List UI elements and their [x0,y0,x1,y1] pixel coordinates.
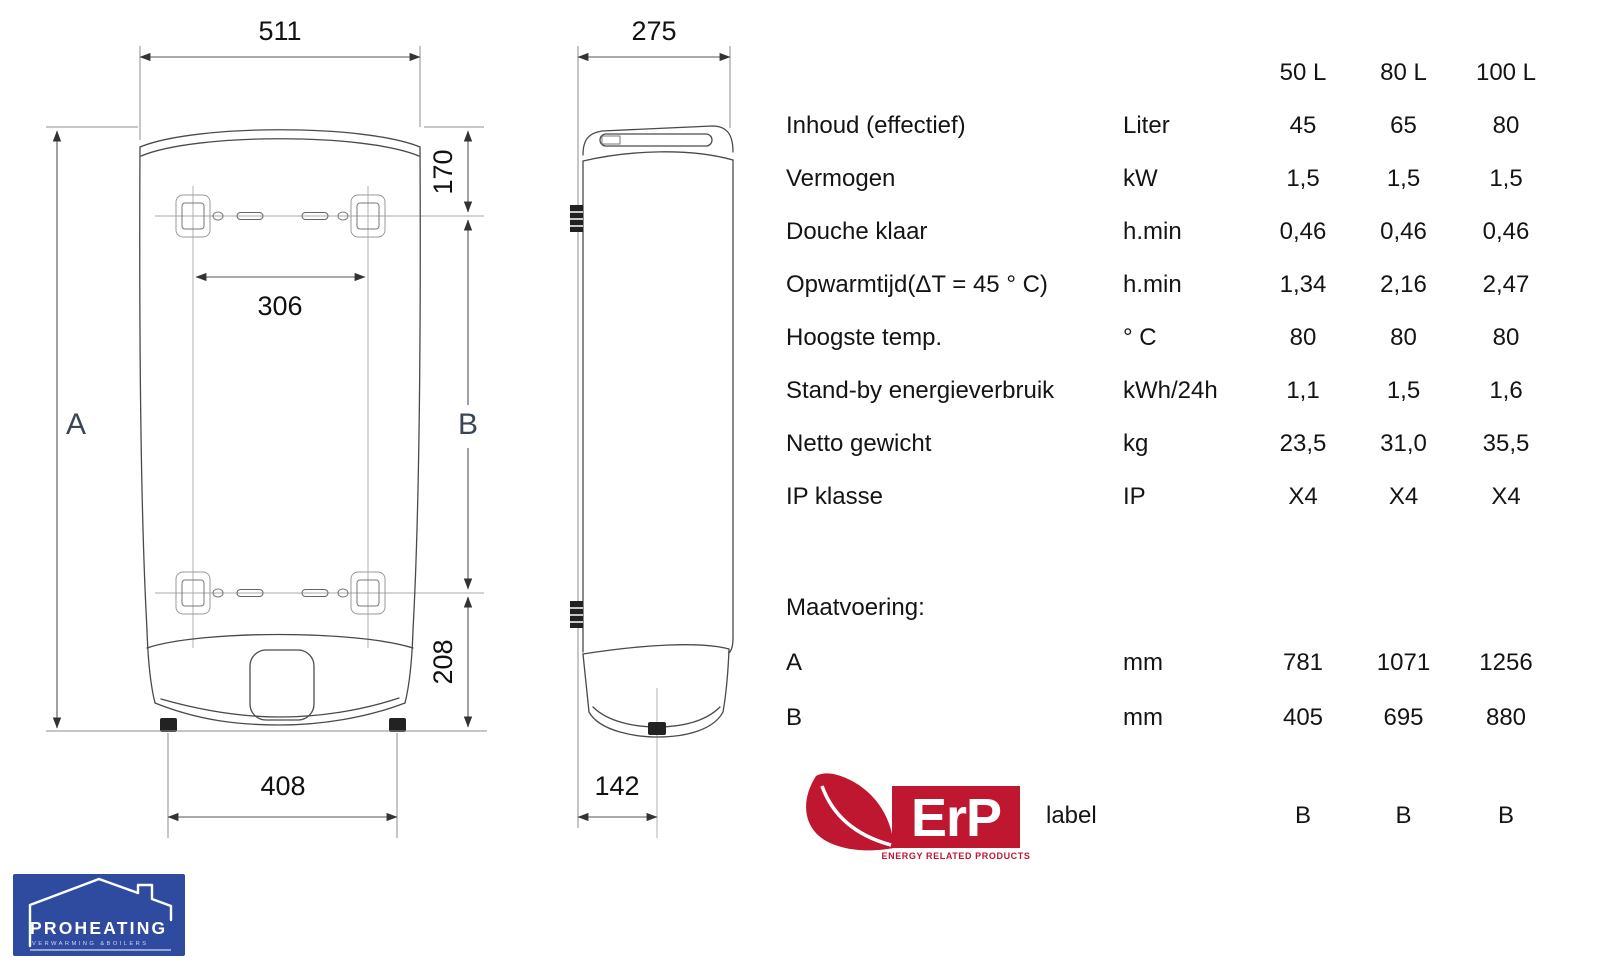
dimensions-title: Maatvoering: [786,593,925,621]
column-header-100l: 100 L [1475,58,1537,86]
right-foot [389,718,406,732]
side-view-drawing [520,0,820,860]
dim-depth-value: 275 [631,16,677,46]
spec-label: IP klasse [786,482,883,510]
erp-leaf-icon [806,773,894,850]
dim-width-511 [140,16,420,140]
spec-value: 1,1 [1286,376,1320,404]
spec-value: X4 [1491,482,1521,510]
spec-row-opwarmtijd [786,258,1558,311]
dimensions-title-row [786,580,1558,635]
spec-value: 1,5 [1489,164,1523,192]
spec-unit: ° C [1123,323,1157,351]
proheating-tagline: VERWARMING &BOILERS [32,941,149,947]
spec-row-standby [786,364,1558,417]
erp-label-value: B [1294,801,1311,829]
spec-value: 0,46 [1380,217,1427,245]
dimension-unit: mm [1123,648,1163,676]
spec-value: 45 [1289,111,1317,139]
dim-bracket-height-B [458,220,478,589]
dim-feet-spacing-408 [168,733,397,838]
spec-value: 31,0 [1380,429,1427,457]
dim-width-value: 511 [258,16,302,46]
spec-value: 80 [1492,111,1520,139]
spec-label: Stand-by energieverbruik [786,376,1055,404]
spec-value: 80 [1390,323,1417,351]
spec-value: 1,5 [1386,164,1421,192]
top-detail [602,136,620,144]
erp-label-value: B [1497,801,1514,829]
column-header-80l: 80 L [1380,58,1427,86]
spec-unit: h.min [1123,217,1182,245]
dimension-label: A [786,648,803,676]
erp-logo [792,750,1032,865]
dimension-value: 880 [1485,703,1527,731]
spec-row-ip-klasse [786,470,1558,523]
spec-label: Opwarmtijd(ΔT = 45 ° C) [786,270,1048,298]
erp-label-value: B [1395,801,1412,829]
spec-label: Vermogen [786,164,896,192]
spec-value: 2,16 [1380,270,1427,298]
spec-value: 1,5 [1386,376,1421,404]
spec-unit: kWh/24h [1123,376,1218,404]
spec-value: 1,6 [1489,376,1523,404]
proheating-logo [13,874,185,956]
spec-row-hoogste-temp [786,311,1558,364]
spec-row-netto-gewicht [786,417,1558,470]
spec-value: 0,46 [1279,217,1327,245]
spec-unit: Liter [1123,111,1170,139]
dimension-value: 1071 [1376,648,1431,676]
spec-unit: h.min [1123,270,1182,298]
dimensions-section [786,580,1558,745]
dimensions-row-a [786,635,1558,690]
dimension-unit: mm [1123,703,1163,731]
column-header-50l: 50 L [1279,58,1327,86]
spec-value: 1,34 [1279,270,1327,298]
spec-value: 23,5 [1279,429,1327,457]
dim-bottom-offset-value: 208 [428,639,458,685]
spec-value: 80 [1492,323,1520,351]
erp-wordmark: ErP [910,788,1002,848]
control-panel [250,650,314,720]
dim-bracket-spacing-value: 306 [257,291,303,321]
dimension-value: 781 [1282,648,1324,676]
spec-table [786,46,1558,523]
proheating-wordmark: PROHEATING [30,918,168,938]
mounting-brackets [176,195,385,614]
dim-top-offset-170 [424,127,484,212]
left-foot [160,718,177,732]
spec-unit: IP [1123,482,1146,510]
side-wall-brackets [570,205,583,628]
dimension-label: B [786,703,803,731]
dim-height-letter: A [66,408,87,441]
dim-depth-275 [578,16,730,57]
dim-feet-spacing-value: 408 [260,771,306,801]
spec-value: 80 [1289,323,1317,351]
spec-row-vermogen [786,152,1558,205]
dim-bottom-offset-208 [428,597,468,727]
spec-row-inhoud [786,99,1558,152]
spec-value: 0,46 [1482,217,1530,245]
spec-value: 2,47 [1482,270,1530,298]
spec-unit: kW [1123,164,1158,192]
dimensions-row-b [786,690,1558,745]
boiler-side-outline [583,126,733,737]
side-foot [648,722,666,735]
erp-label-caption: label [1046,801,1097,829]
dimension-value: 695 [1383,703,1424,731]
spec-header-row [786,46,1558,99]
spec-value: 1,5 [1286,164,1320,192]
dim-bracket-height-letter: B [457,408,479,441]
dim-top-offset-value: 170 [428,149,458,195]
spec-label: Hoogste temp. [786,323,943,351]
spec-value: 35,5 [1482,429,1530,457]
dim-foot-offset-value: 142 [594,771,640,801]
spec-label: Inhoud (effectief) [786,111,966,139]
erp-tagline: ENERGY RELATED PRODUCTS [881,851,1031,861]
spec-value: X4 [1388,482,1419,510]
spec-value: X4 [1288,482,1318,510]
front-view-drawing [0,0,520,860]
spec-row-douche-klaar [786,205,1558,258]
spec-unit: kg [1123,429,1149,457]
spec-value: 65 [1390,111,1417,139]
dim-foot-offset-142 [578,771,657,817]
spec-label: Netto gewicht [786,429,932,457]
dim-bracket-spacing-306 [196,277,365,321]
dimension-value: 1256 [1479,648,1533,676]
dimension-value: 405 [1282,703,1324,731]
spec-label: Douche klaar [786,217,928,245]
